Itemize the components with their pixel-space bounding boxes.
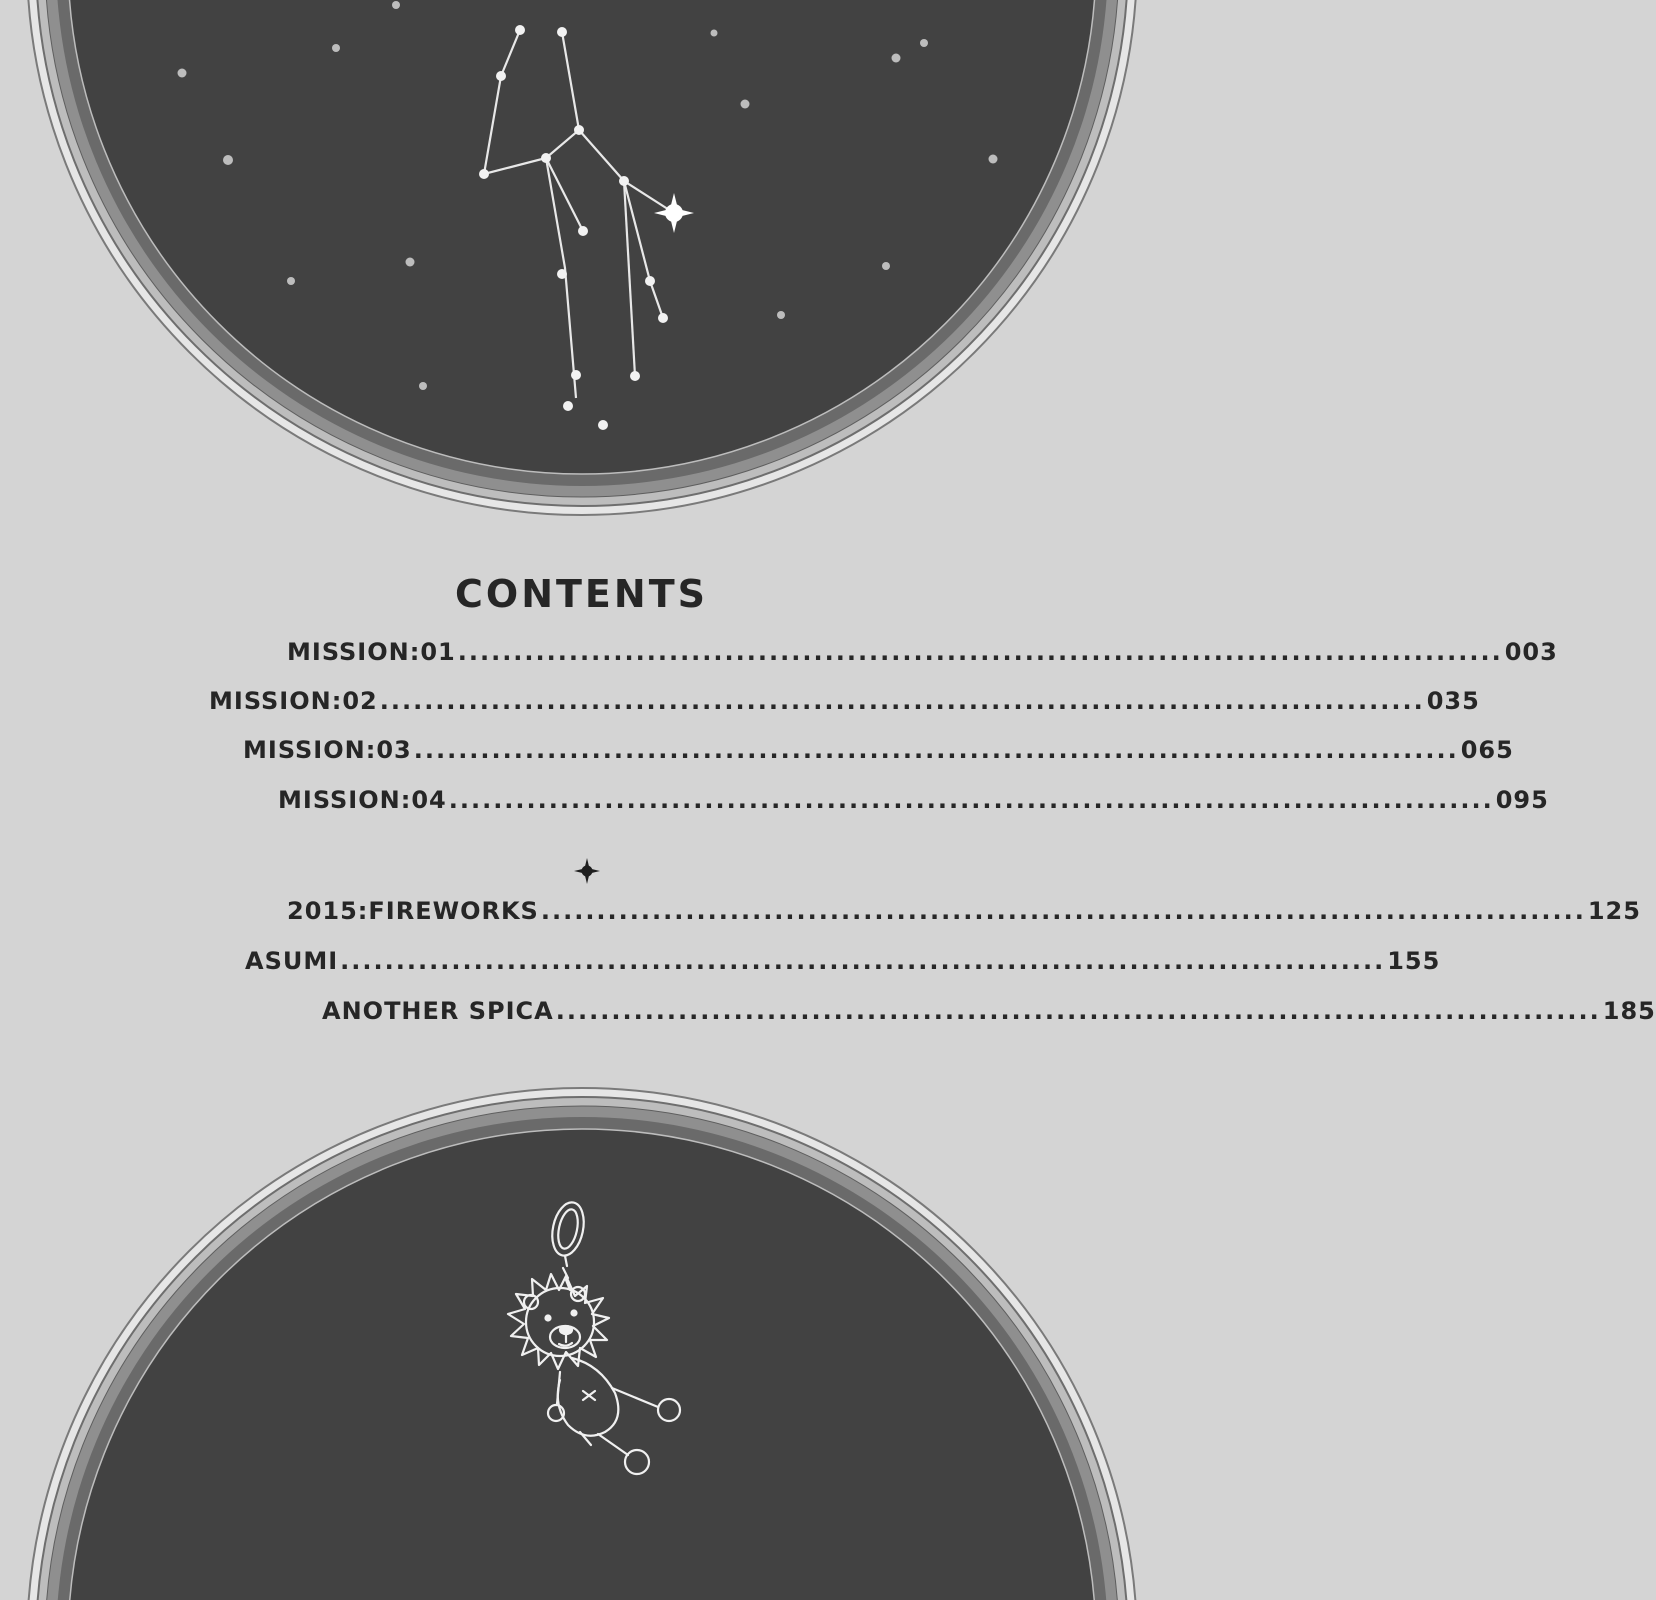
toc-entry-label: ANOTHER SPICA <box>322 997 554 1025</box>
toc-entry-label: ASUMI <box>245 947 339 975</box>
toc-entry-page: 185 <box>1602 997 1656 1025</box>
toc-entry-label: MISSION:03 <box>243 736 412 764</box>
dot-leader: .............................................................................................. <box>448 786 1494 814</box>
dot-leader: .............................................................................................. <box>540 897 1586 925</box>
toc-entry-page: 155 <box>1387 947 1441 975</box>
toc-entry-label: MISSION:02 <box>209 687 378 715</box>
dot-leader: .............................................................................................. <box>555 997 1601 1025</box>
dot-leader: .............................................................................................. <box>340 947 1386 975</box>
toc-entry-page: 125 <box>1587 897 1641 925</box>
toc-entry-label: MISSION:01 <box>287 638 456 666</box>
dot-leader: .............................................................................................. <box>413 736 1459 764</box>
dot-leader: .............................................................................................. <box>457 638 1503 666</box>
dot-leader: .............................................................................................. <box>379 687 1425 715</box>
toc-entry-page: 003 <box>1504 638 1558 666</box>
toc-entry-label: 2015:FIREWORKS <box>287 897 539 925</box>
toc-entry-page: 065 <box>1460 736 1514 764</box>
toc-entry-page: 095 <box>1495 786 1549 814</box>
toc-entry-page: 035 <box>1426 687 1480 715</box>
toc-entry-label: MISSION:04 <box>278 786 447 814</box>
dark-sky-icon <box>68 1129 1096 1600</box>
contents-title: CONTENTS <box>455 572 708 616</box>
